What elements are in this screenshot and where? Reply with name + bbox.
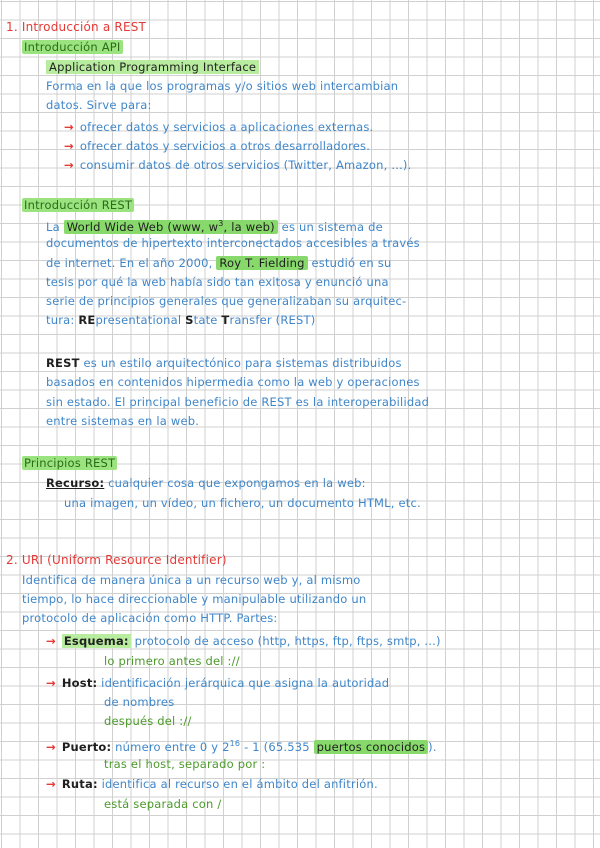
uri-part-note: está separada con /	[104, 797, 222, 811]
rest-p1-line-3: de internet. En el año 2000, Roy T. Fielding estudió en su	[46, 256, 392, 270]
api-full-name: Application Programming Interface	[46, 60, 259, 74]
rest-p1-line-1: La World Wide Web (www, $w^3$, la web) es un sistema de	[46, 219, 383, 234]
uri-part-note: después del ://	[104, 714, 192, 728]
arrow-right-icon: →	[46, 777, 56, 791]
api-bullet: → consumir datos de otros servicios (Twitter, Amazon, ...).	[64, 158, 412, 172]
arrow-right-icon: →	[46, 634, 56, 648]
rest-p1-line-2: documentos de hipertexto interconectados accesibles a través	[46, 236, 420, 250]
rest-p2-line-4: entre sistemas en la web.	[46, 414, 200, 428]
rest-heading: Introducción REST	[24, 198, 133, 212]
rest-p2-line-1: REST es un estilo arquitectónico para sistemas distribuidos	[46, 356, 402, 370]
rest-p1-line-6: tura: REpresentational State Transfer (REST)	[46, 313, 316, 327]
arrow-right-icon: →	[64, 120, 74, 134]
api-bullet: → ofrecer datos y servicios a aplicaciones externas.	[64, 120, 374, 134]
api-desc-line-1: Forma en la que los programas y/o sitios web intercambian	[46, 79, 399, 93]
api-heading: Introducción API	[24, 40, 121, 54]
arrow-right-icon: →	[64, 139, 74, 153]
uri-part-host: → Host: identificación jerárquica que asigna la autoridad	[46, 676, 390, 690]
recurso-examples: una imagen, un vídeo, un fichero, un documento HTML, etc.	[64, 496, 421, 510]
api-desc-line-2: datos. Sirve para:	[46, 98, 152, 112]
uri-desc-line-2: tiempo, lo hace direccionable y manipulable utilizando un	[22, 592, 367, 606]
uri-part-esquema: → Esquema: protocolo de acceso (http, https, ftp, ftps, smtp, ...)	[46, 634, 441, 648]
section-2-title: 2. URI (Uniform Resource Identifier)	[6, 553, 227, 567]
arrow-right-icon: →	[64, 158, 74, 172]
uri-part-note: tras el host, separado por :	[104, 757, 266, 771]
rest-p2-line-3: sin estado. El principal beneficio de REST es la interoperabilidad	[46, 395, 430, 409]
uri-desc-line-3: protocolo de aplicación como HTTP. Partes:	[22, 611, 278, 625]
arrow-right-icon: →	[46, 676, 56, 690]
arrow-right-icon: →	[46, 739, 56, 754]
section-1-title: 1. Introducción a REST	[6, 20, 147, 34]
uri-part-ruta: → Ruta: identifica al recurso en el ámbito del anfitrión.	[46, 777, 378, 791]
api-bullet: → ofrecer datos y servicios a otros desarrolladores.	[64, 139, 371, 153]
rest-p2-line-2: basados en contenidos hipermedia como la web y operaciones	[46, 375, 420, 389]
uri-part-host-cont: de nombres	[104, 695, 175, 709]
uri-part-note: lo primero antes del ://	[104, 654, 240, 668]
rest-p1-line-4: tesis por qué la web había sido tan exitosa y enunció una	[46, 275, 389, 289]
recurso-line: Recurso: cualquier cosa que expongamos en la web:	[46, 476, 366, 490]
uri-part-puerto: → Puerto: número entre 0 y $2^{16} - 1$ (65.535 puertos conocidos ).	[46, 739, 437, 754]
principios-heading: Principios REST	[24, 456, 116, 470]
rest-p1-line-5: serie de principios generales que generalizaban su arquitec-	[46, 294, 407, 308]
uri-desc-line-1: Identifica de manera única a un recurso web y, al mismo	[22, 573, 361, 587]
